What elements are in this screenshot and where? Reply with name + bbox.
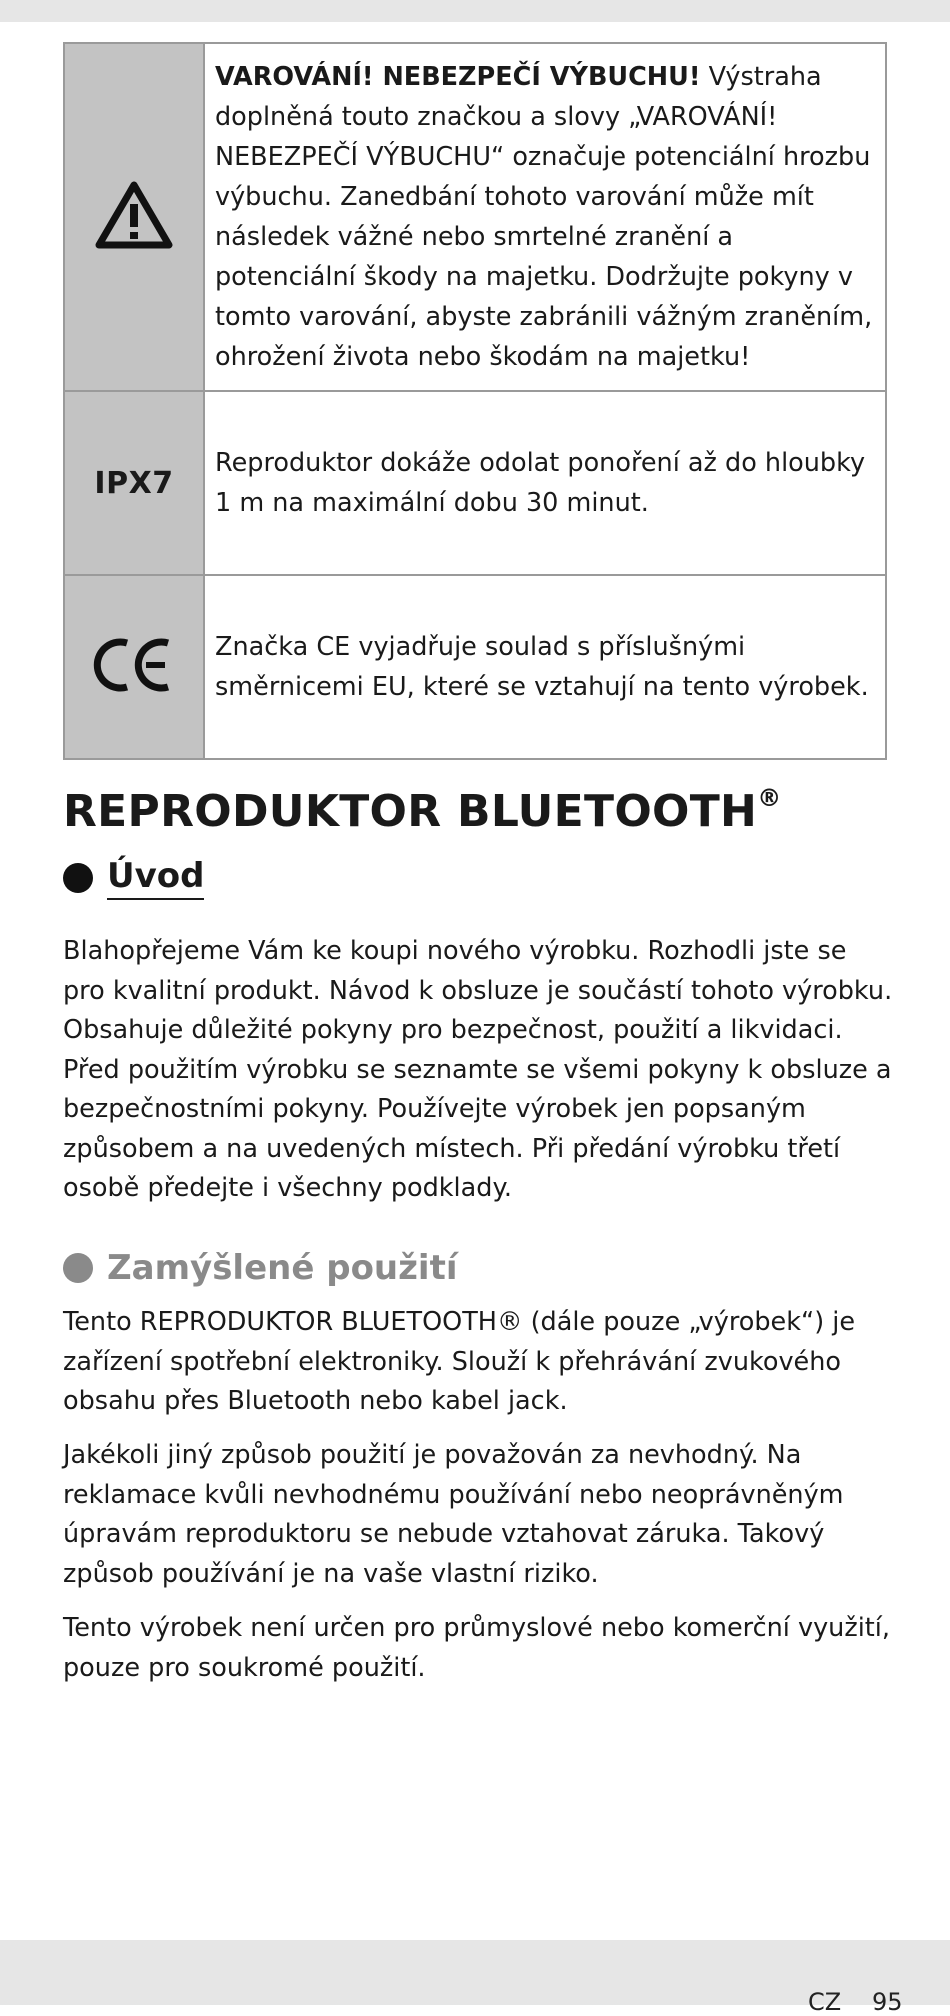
section-heading-text: Úvod — [107, 856, 204, 900]
table-row — [64, 575, 886, 759]
table-row — [64, 43, 886, 391]
symbol-cell — [64, 391, 204, 575]
ce-mark-icon — [92, 635, 176, 695]
ipx7-label: IPX7 — [94, 465, 174, 501]
footer-language: CZ — [808, 1988, 842, 2016]
ce-description: Značka CE vyjadřuje soulad s příslušnými směrnicemi EU, které se vztahují na tento výrobek. — [204, 575, 886, 759]
intended-use-paragraph: Tento výrobek není určen pro průmyslové nebo komerční využití, pouze pro soukromé použití. — [63, 1613, 890, 1683]
table-row — [64, 391, 886, 575]
bullet-icon — [63, 863, 93, 893]
section-heading-intended-use — [63, 1248, 458, 1288]
top-band — [0, 0, 950, 22]
intended-use-paragraph: Jakékoli jiný způsob použití je považován za nevhodný. Na reklamace kvůli nevhodnému používání nebo neoprávněným úpravám reproduktoru se nebude vztahovat záruka. Takový způsob používání je na vaše vlastní riziko. — [63, 1440, 844, 1589]
page-title — [63, 784, 782, 837]
registered-mark: ® — [757, 784, 782, 812]
warning-triangle-icon — [94, 179, 174, 251]
page-number: 95 — [872, 1988, 903, 2016]
bullet-icon — [63, 1253, 93, 1283]
title-text: REPRODUKTOR BLUETOOTH — [63, 786, 758, 837]
symbol-cell — [64, 43, 204, 391]
warning-text: Výstraha doplněná touto značkou a slovy „VAROVÁNÍ! NEBEZPEČÍ VÝBUCHU“ označuje potenciální hrozbu výbuchu. Zanedbání tohoto varování může mít následek vážné nebo smrtelné zranění a potenciální škody na majetku. Dodržujte pokyny v tomto varování, abyste zabránili vážným zraněním, ohrožení života nebo škodám na majetku! — [215, 62, 873, 372]
section-heading-uvod — [63, 856, 204, 900]
warning-heading: VAROVÁNÍ! NEBEZPEČÍ VÝBUCHU! — [215, 62, 701, 92]
ipx7-description: Reproduktor dokáže odolat ponoření až do hloubky 1 m na maximální dobu 30 minut. — [204, 391, 886, 575]
intended-use-paragraph: Tento REPRODUKTOR BLUETOOTH® (dále pouze „výrobek“) je zařízení spotřební elektroniky. Slouží k přehrávání zvukového obsahu přes Bluetooth nebo kabel jack. — [63, 1307, 856, 1416]
symbol-cell — [64, 575, 204, 759]
section-heading-text: Zamýšlené použití — [107, 1248, 458, 1288]
intro-paragraph: Blahopřejeme Vám ke koupi nového výrobku. Rozhodli jste se pro kvalitní produkt. Návod k obsluze je součástí tohoto výrobku. Obsahuje důležité pokyny pro bezpečnost, použití a likvidaci. Před použitím výrobku se seznamte se všemi pokyny k obsluze a bezpečnostními pokyny. Používejte výrobek jen popsaným způsobem a na uvedených místech. Při předání výrobku třetí osobě předejte i všechny podklady. — [63, 936, 893, 1203]
symbol-table — [63, 42, 887, 760]
warning-description — [204, 43, 886, 391]
